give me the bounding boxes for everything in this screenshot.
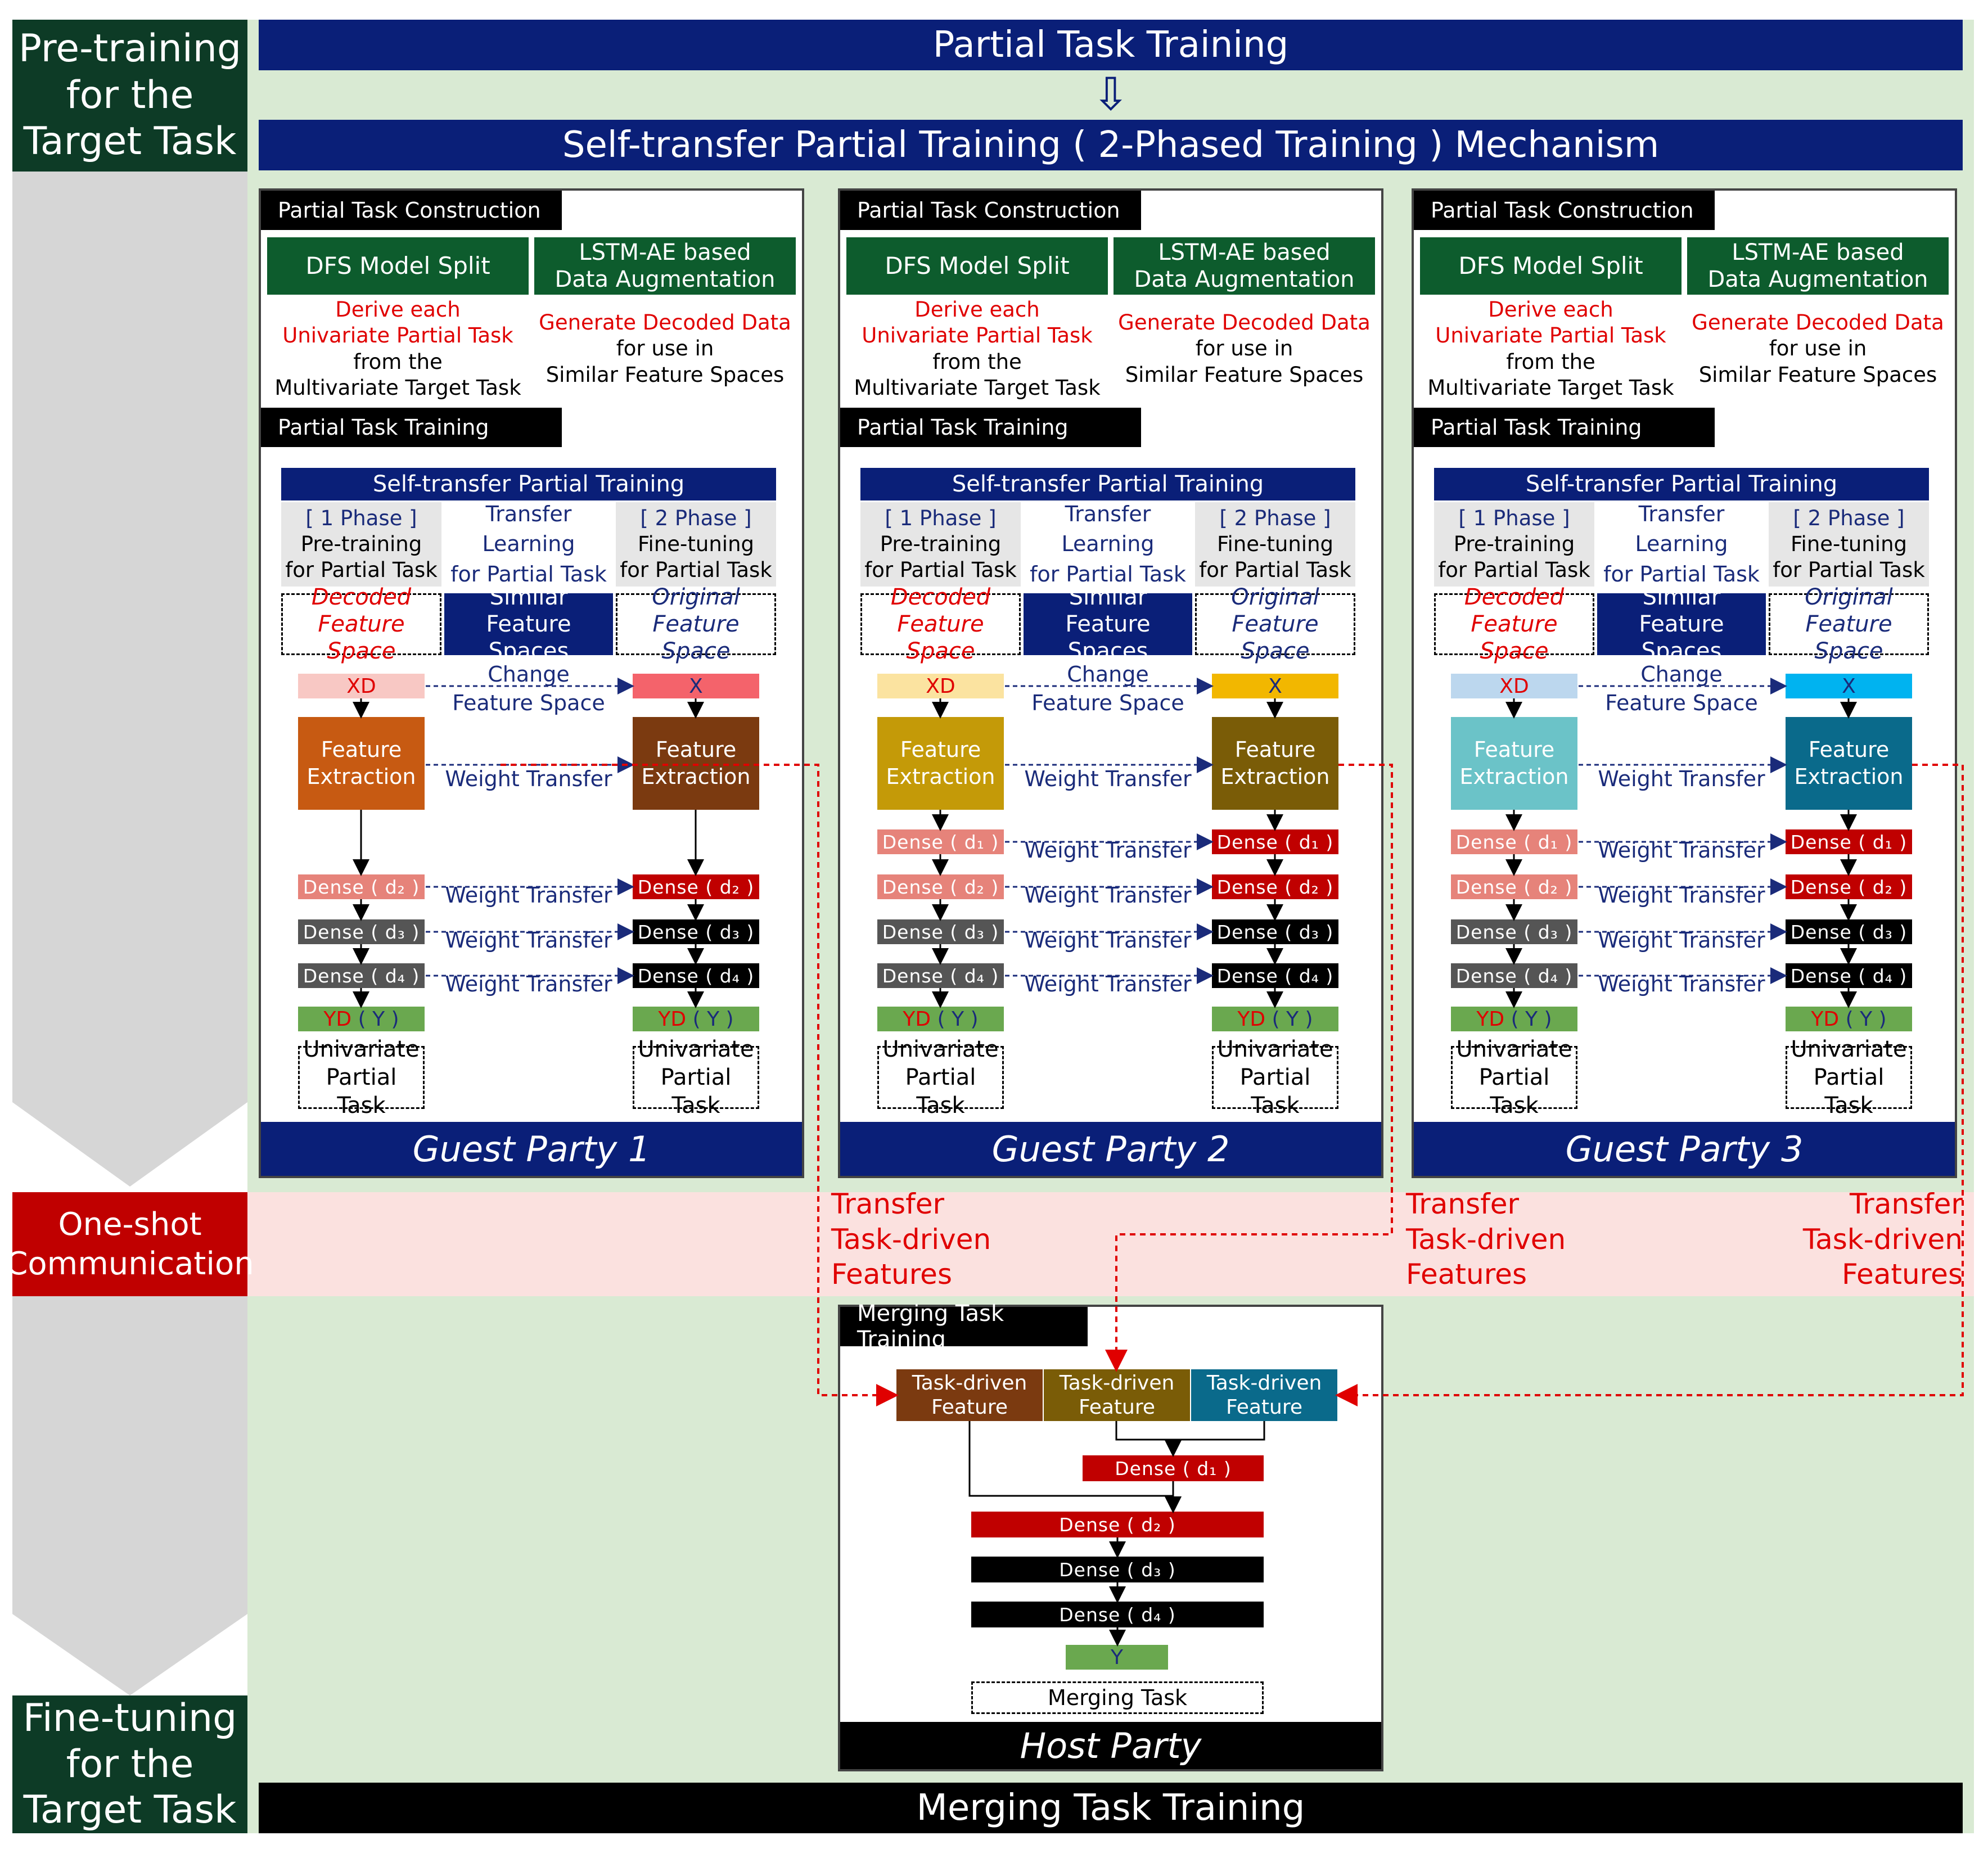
phase1-2: [ 1 Phase ] Pre-training for Partial Task xyxy=(860,502,1021,587)
lstm-title-3: LSTM-AE based Data Augmentation xyxy=(1687,237,1949,295)
host-tdf-2: Task-driven Feature xyxy=(1044,1369,1190,1421)
similar-fs-2: Similar Feature Spaces xyxy=(1024,593,1192,655)
merging-task-training-title: Merging Task Training xyxy=(259,1783,1963,1833)
transfer-learning-1: Transfer Learning for Partial Task xyxy=(450,502,607,587)
univariate-left-2: Univariate Partial Task xyxy=(877,1046,1004,1109)
univariate-right-1: Univariate Partial Task xyxy=(633,1046,759,1109)
down-arrow-icon: ⇩ xyxy=(1092,67,1130,120)
wt-dense_d2-1: Weight Transfer xyxy=(445,883,612,908)
change-fs-3: Change Feature Space xyxy=(1605,661,1758,715)
dense_d1-left-3: Dense ( d₁ ) xyxy=(1451,829,1577,854)
host-tdf-1: Task-driven Feature xyxy=(896,1369,1043,1421)
dense_d2-left-2: Dense ( d₂ ) xyxy=(877,874,1004,899)
dfs-title-1: DFS Model Split xyxy=(267,237,529,295)
mechanism-title: Self-transfer Partial Training ( 2-Phased Training ) Mechanism xyxy=(259,120,1963,170)
dense_d2-left-3: Dense ( d₂ ) xyxy=(1451,874,1577,899)
wt-fe-3: Weight Transfer xyxy=(1598,766,1765,791)
fe-right-3: Feature Extraction xyxy=(1786,717,1912,810)
construction-header-3: Partial Task Construction xyxy=(1414,191,1715,230)
xd-2: XD xyxy=(877,674,1004,698)
xd-1: XD xyxy=(298,674,425,698)
yd-left-3: YD ( Y ) xyxy=(1451,1007,1577,1031)
fe-right-1: Feature Extraction xyxy=(633,717,759,810)
x-2: X xyxy=(1212,674,1338,698)
univariate-right-3: Univariate Partial Task xyxy=(1786,1046,1912,1109)
dfs-desc-1: Derive each Univariate Partial Task from the Multivariate Target Task xyxy=(267,297,529,401)
dense_d3-left-3: Dense ( d₃ ) xyxy=(1451,919,1577,944)
training-header-3: Partial Task Training xyxy=(1414,408,1715,447)
dfs-desc-3: Derive each Univariate Partial Task from the Multivariate Target Task xyxy=(1420,297,1682,401)
phase1-3: [ 1 Phase ] Pre-training for Partial Task xyxy=(1434,502,1594,587)
univariate-right-2: Univariate Partial Task xyxy=(1212,1046,1338,1109)
fe-right-2: Feature Extraction xyxy=(1212,717,1338,810)
dense_d2-left-1: Dense ( d₂ ) xyxy=(298,874,425,899)
training-header-1: Partial Task Training xyxy=(261,408,562,447)
guest-party-label-2: Guest Party 2 xyxy=(840,1122,1381,1176)
dense_d1-right-2: Dense ( d₁ ) xyxy=(1212,829,1338,854)
dense_d2-right-3: Dense ( d₂ ) xyxy=(1786,874,1912,899)
wt-dense_d3-1: Weight Transfer xyxy=(445,928,612,953)
guest-party-label-3: Guest Party 3 xyxy=(1414,1122,1955,1176)
host-tdf-3: Task-driven Feature xyxy=(1191,1369,1337,1421)
wt-dense_d4-1: Weight Transfer xyxy=(445,972,612,996)
lstm-desc-3: Generate Decoded Data for use in Similar Feature Spaces xyxy=(1687,297,1949,401)
wt-dense_d4-3: Weight Transfer xyxy=(1598,972,1765,996)
yd-left-2: YD ( Y ) xyxy=(877,1007,1004,1031)
host-party-label: Host Party xyxy=(840,1722,1381,1769)
dense_d4-right-1: Dense ( d₄ ) xyxy=(633,963,759,988)
lstm-desc-1: Generate Decoded Data for use in Similar Feature Spaces xyxy=(534,297,796,401)
wt-fe-2: Weight Transfer xyxy=(1024,766,1192,791)
dense_d1-left-2: Dense ( d₁ ) xyxy=(877,829,1004,854)
host-dense-d2: Dense ( d₂ ) xyxy=(971,1512,1264,1537)
oneshot-label: One-shot Communication xyxy=(12,1192,247,1296)
dfs-title-3: DFS Model Split xyxy=(1420,237,1682,295)
guest-party-label-1: Guest Party 1 xyxy=(261,1122,802,1176)
transfer-learning-3: Transfer Learning for Partial Task xyxy=(1603,502,1760,587)
yd-right-1: YD ( Y ) xyxy=(633,1007,759,1031)
similar-fs-3: Similar Feature Spaces xyxy=(1597,593,1766,655)
lstm-title-2: LSTM-AE based Data Augmentation xyxy=(1114,237,1375,295)
phase2-2: [ 2 Phase ] Fine-tuning for Partial Task xyxy=(1195,502,1355,587)
dense_d3-right-3: Dense ( d₃ ) xyxy=(1786,919,1912,944)
wt-dense_d3-2: Weight Transfer xyxy=(1024,928,1192,953)
dense_d2-right-2: Dense ( d₂ ) xyxy=(1212,874,1338,899)
dense_d3-left-2: Dense ( d₃ ) xyxy=(877,919,1004,944)
self-transfer-header-2: Self-transfer Partial Training xyxy=(860,468,1355,500)
fe-left-2: Feature Extraction xyxy=(877,717,1004,810)
host-dense-d1: Dense ( d₁ ) xyxy=(1083,1455,1264,1481)
phase2-3: [ 2 Phase ] Fine-tuning for Partial Task xyxy=(1769,502,1929,587)
host-header: Merging Task Training xyxy=(840,1307,1088,1346)
self-transfer-header-1: Self-transfer Partial Training xyxy=(281,468,776,500)
transfer-label-1: Transfer Task-driven Features xyxy=(831,1188,991,1291)
dense_d4-right-3: Dense ( d₄ ) xyxy=(1786,963,1912,988)
phase1-1: [ 1 Phase ] Pre-training for Partial Task xyxy=(281,502,441,587)
dense_d3-right-1: Dense ( d₃ ) xyxy=(633,919,759,944)
partial-task-training-title: Partial Task Training xyxy=(259,20,1963,70)
wt-dense_d2-3: Weight Transfer xyxy=(1598,883,1765,908)
dense_d1-right-3: Dense ( d₁ ) xyxy=(1786,829,1912,854)
phase2-1: [ 2 Phase ] Fine-tuning for Partial Task xyxy=(616,502,776,587)
dense_d4-right-2: Dense ( d₄ ) xyxy=(1212,963,1338,988)
xd-3: XD xyxy=(1451,674,1577,698)
dense_d3-right-2: Dense ( d₃ ) xyxy=(1212,919,1338,944)
wt-dense_d4-2: Weight Transfer xyxy=(1024,972,1192,996)
pretraining-label: Pre-training for the Target Task xyxy=(12,20,247,172)
self-transfer-header-3: Self-transfer Partial Training xyxy=(1434,468,1929,500)
dense_d3-left-1: Dense ( d₃ ) xyxy=(298,919,425,944)
x-3: X xyxy=(1786,674,1912,698)
fe-left-1: Feature Extraction xyxy=(298,717,425,810)
host-y: Y xyxy=(1066,1645,1168,1670)
transfer-label-3: Transfer Task-driven Features xyxy=(1802,1188,1963,1291)
lstm-title-1: LSTM-AE based Data Augmentation xyxy=(534,237,796,295)
original-fs-3: Original Feature Space xyxy=(1769,593,1929,655)
training-header-2: Partial Task Training xyxy=(840,408,1141,447)
dfs-title-2: DFS Model Split xyxy=(846,237,1108,295)
univariate-left-3: Univariate Partial Task xyxy=(1451,1046,1577,1109)
wt-dense_d3-3: Weight Transfer xyxy=(1598,928,1765,953)
host-dense-d3: Dense ( d₃ ) xyxy=(971,1557,1264,1582)
host-merging-task: Merging Task xyxy=(971,1681,1264,1714)
yd-left-1: YD ( Y ) xyxy=(298,1007,425,1031)
wt-dense_d1-2: Weight Transfer xyxy=(1024,838,1192,863)
wt-fe-1: Weight Transfer xyxy=(445,766,612,791)
yd-right-2: YD ( Y ) xyxy=(1212,1007,1338,1031)
dense_d2-right-1: Dense ( d₂ ) xyxy=(633,874,759,899)
univariate-left-1: Univariate Partial Task xyxy=(298,1046,425,1109)
change-fs-2: Change Feature Space xyxy=(1031,661,1184,715)
x-1: X xyxy=(633,674,759,698)
transfer-label-2: Transfer Task-driven Features xyxy=(1406,1188,1566,1291)
similar-fs-1: Similar Feature Spaces xyxy=(444,593,613,655)
construction-header-2: Partial Task Construction xyxy=(840,191,1141,230)
construction-header-1: Partial Task Construction xyxy=(261,191,562,230)
original-fs-2: Original Feature Space xyxy=(1195,593,1355,655)
dfs-desc-2: Derive each Univariate Partial Task from the Multivariate Target Task xyxy=(846,297,1108,401)
dense_d4-left-1: Dense ( d₄ ) xyxy=(298,963,425,988)
decoded-fs-2: Decoded Feature Space xyxy=(860,593,1021,655)
finetuning-label: Fine-tuning for the Target Task xyxy=(12,1695,247,1833)
dense_d4-left-2: Dense ( d₄ ) xyxy=(877,963,1004,988)
background-band-oneshot xyxy=(247,1192,1974,1296)
fe-left-3: Feature Extraction xyxy=(1451,717,1577,810)
wt-dense_d1-3: Weight Transfer xyxy=(1598,838,1765,863)
yd-right-3: YD ( Y ) xyxy=(1786,1007,1912,1031)
decoded-fs-1: Decoded Feature Space xyxy=(281,593,441,655)
change-fs-1: Change Feature Space xyxy=(452,661,605,715)
decoded-fs-3: Decoded Feature Space xyxy=(1434,593,1594,655)
host-dense-d4: Dense ( d₄ ) xyxy=(971,1602,1264,1627)
dense_d4-left-3: Dense ( d₄ ) xyxy=(1451,963,1577,988)
original-fs-1: Original Feature Space xyxy=(616,593,776,655)
lstm-desc-2: Generate Decoded Data for use in Similar Feature Spaces xyxy=(1114,297,1375,401)
wt-dense_d2-2: Weight Transfer xyxy=(1024,883,1192,908)
transfer-learning-2: Transfer Learning for Partial Task xyxy=(1030,502,1186,587)
